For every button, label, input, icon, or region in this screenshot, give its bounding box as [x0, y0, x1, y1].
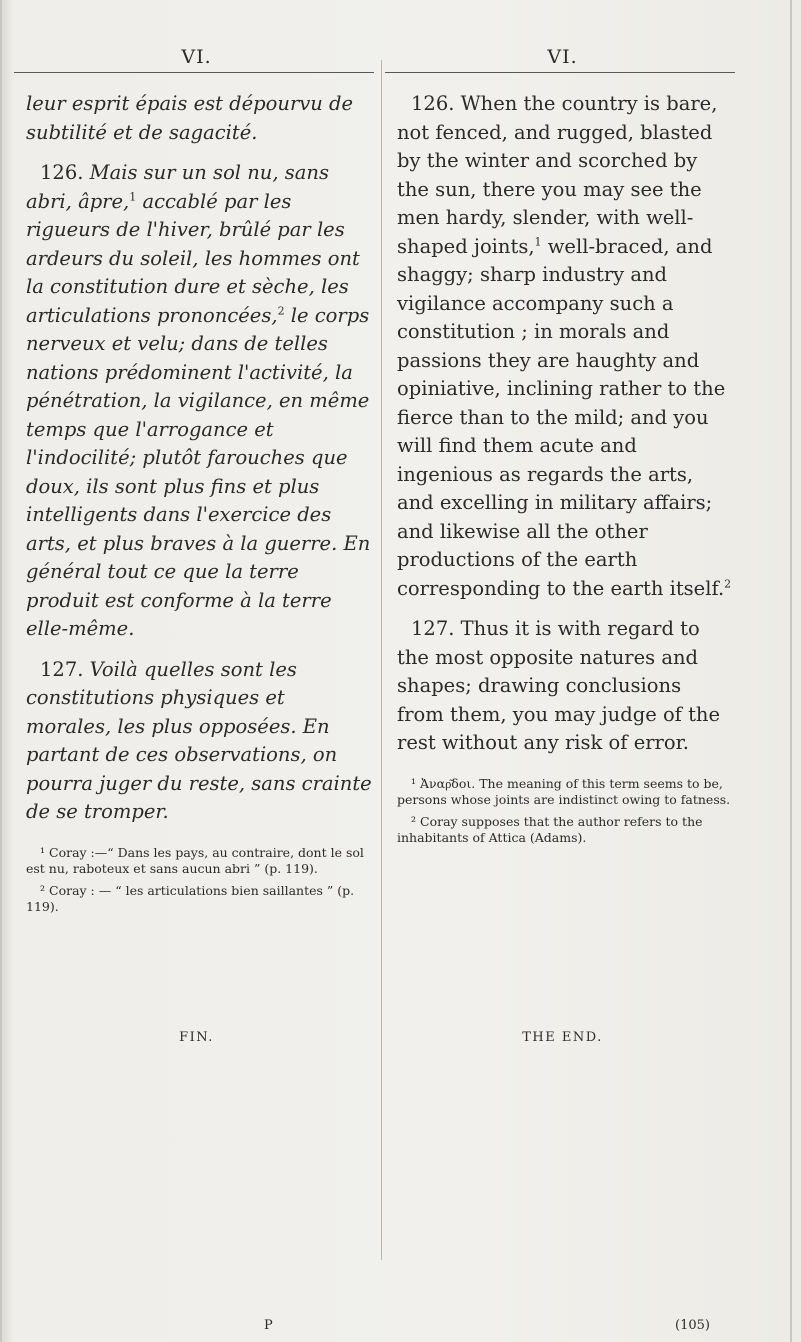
left-para-126-text-c: le corps nerveux et velu; dans de telles nations prédominent l'activité, la pénétration, la vigilance, en même temps que l'arrogance et l'indocilité; plutôt farouches que doux, ils sont plus fins et plus intelligents dans l'exercice des arts, et plus braves à la guerre. En général tout ce que la terre produit est conforme à la terre elle-même. [26, 303, 371, 640]
right-para-126-number: 126. [411, 92, 455, 115]
right-running-head: VI. [547, 46, 578, 68]
left-para-127 [26, 656, 376, 827]
right-head-rule [385, 72, 735, 73]
left-para-continued: leur esprit épais est dépourvu de subtilité et de sagacité. [26, 92, 354, 144]
left-running-head: VI. [181, 46, 212, 68]
right-page-number: (105) [675, 1318, 710, 1333]
left-para-127-text: Voilà quelles sont les constitutions physiques et morales, les plus opposées. En partant de ces observations, on pourra juger du reste, sans crainte de se tromper. [26, 657, 372, 823]
left-footnote-1-text: Coray :—“ Dans les pays, au contraire, dont le sol est nu, raboteux et sans aucun abri ” (p. 119). [26, 844, 364, 876]
right-footnote-2-mark: ² [411, 813, 417, 829]
left-signature-mark: P [264, 1318, 273, 1333]
page-edge-right [790, 0, 792, 1342]
left-head-rule [14, 72, 374, 73]
right-para-127 [397, 615, 732, 758]
right-footnote-2-text: Coray supposes that the author refers to the inhabitants of Attica (Adams). [397, 813, 703, 845]
left-footnote-1-mark: ¹ [40, 844, 46, 860]
right-para-126-text-a: When the country is bare, not fenced, and rugged, blasted by the winter and scorched by the sun, there you may see the men hardy, slender, with well-shaped joints, [397, 92, 718, 258]
right-footnote-ref-2: 2 [724, 577, 732, 590]
left-footnote-ref-1: 1 [129, 190, 137, 203]
left-para-126-number: 126. [40, 161, 84, 184]
left-footnote-1 [26, 845, 376, 878]
left-footnote-2-text: Coray : — “ les articulations bien saillantes ” (p. 119). [26, 882, 355, 914]
right-para-127-number: 127. [411, 617, 455, 640]
left-para-126-text-a: Mais sur un sol nu, sans abri, âpre, [26, 161, 329, 213]
left-footnote-ref-2: 2 [277, 304, 285, 317]
left-text-block [26, 90, 376, 921]
left-footnotes [26, 845, 376, 916]
right-footnote-ref-1: 1 [534, 235, 542, 248]
left-para-127-number: 127. [40, 657, 84, 681]
right-para-126-text-b: well-braced, and shaggy; sharp industry and vigilance accompany such a constitution ; in morals and passions they are haughty and opiniative, inclining rather to the fierce than to the mild; and you will find them acute and ingenious as regards the arts, and excelling in military affairs; and likewise all the other productions of the earth corresponding to the earth itself. [397, 234, 726, 600]
right-para-126 [397, 90, 732, 603]
right-text-block [397, 90, 732, 852]
right-footnotes [397, 776, 732, 847]
left-footnote-2-mark: ² [40, 882, 46, 898]
right-para-127-text: Thus it is with regard to the most opposite natures and shapes; drawing conclusions from them, you may judge of the rest without any risk of error. [397, 617, 721, 754]
right-footnote-1 [397, 776, 732, 809]
page-edge-left [0, 0, 2, 1342]
left-para-126-text-b: accablé par les rigueurs de l'hiver, brûlé par les ardeurs du soleil, les hommes ont la constitution dure et sèche, les articulations prononcées, [26, 189, 360, 327]
column-divider [381, 60, 382, 1260]
right-end-label: THE END. [522, 1030, 603, 1045]
right-footnote-2 [397, 814, 732, 847]
right-footnote-1-text: Ἀναρ͂δοι. The meaning of this term seems to be, persons whose joints are indistinct owing to fatness. [397, 775, 731, 807]
left-para-126 [26, 159, 376, 644]
left-end-label: FIN. [179, 1030, 214, 1045]
right-footnote-1-mark: ¹ [411, 775, 417, 791]
left-footnote-2 [26, 883, 376, 916]
